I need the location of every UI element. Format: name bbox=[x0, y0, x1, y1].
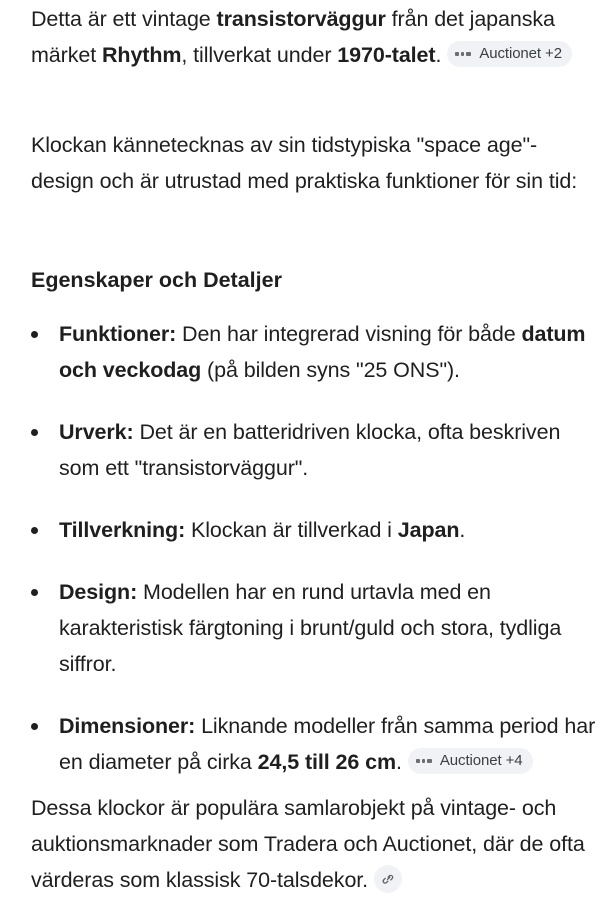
list-item-tillverkning bbox=[31, 512, 603, 548]
list-item-bold-text: 24,5 till 26 cm bbox=[257, 750, 397, 774]
auctionet-logo-icon bbox=[455, 49, 473, 59]
intro-bold-transistorvaggur: transistorväggur bbox=[216, 7, 386, 31]
source-chip-label: Auctionet +2 bbox=[479, 45, 562, 62]
closing-paragraph bbox=[31, 790, 603, 898]
list-item-label: Urverk: bbox=[59, 420, 134, 444]
list-item-label: Funktioner: bbox=[59, 322, 177, 346]
source-chip-auctionet-4[interactable] bbox=[408, 748, 533, 774]
bullet-dot bbox=[31, 589, 38, 596]
closing-text: Dessa klockor är populära samlarobjekt på vintage- och auktionsmarknader som Tradera och Auctionet, där de ofta värderas som klassisk 70-talsdekor. bbox=[31, 796, 585, 892]
auctionet-logo-icon bbox=[416, 756, 434, 766]
section-heading: Egenskaper och Detaljer bbox=[31, 268, 282, 292]
source-chip-label: Auctionet +4 bbox=[439, 752, 523, 769]
intro-text-4: . bbox=[435, 43, 442, 67]
design-paragraph: Klockan kännetecknas av sin tidstypiska "space age"-design och är utrustad med praktiska funktioner för sin tid: bbox=[31, 133, 578, 193]
list-item-text: (på bilden syns "25 ONS"). bbox=[201, 358, 460, 382]
list-item-design bbox=[31, 574, 603, 682]
link-button[interactable] bbox=[374, 865, 402, 893]
list-item-dimensioner bbox=[31, 708, 603, 780]
list-item-label: Tillverkning: bbox=[59, 518, 186, 542]
list-item-label: Dimensioner: bbox=[59, 714, 196, 738]
properties-list bbox=[31, 316, 603, 806]
list-item-bold-text: datum och veckodag bbox=[59, 322, 586, 382]
intro-text-2: från det japanska märket bbox=[31, 7, 555, 67]
bullet-dot bbox=[31, 527, 38, 534]
list-item-text: Klockan är tillverkad i bbox=[185, 518, 398, 542]
list-item-text: Liknande modeller från samma period har en diameter på cirka bbox=[59, 714, 596, 774]
list-item-text: Det är en batteridriven klocka, ofta beskriven som ett "transistorväggur". bbox=[59, 420, 561, 480]
bullet-dot bbox=[31, 723, 38, 730]
intro-text-1: Detta är ett vintage bbox=[31, 7, 217, 31]
list-item-bold-text: Japan bbox=[397, 518, 460, 542]
list-item-label: Design: bbox=[59, 580, 138, 604]
list-item-urverk bbox=[31, 414, 603, 486]
bullet-dot bbox=[31, 429, 38, 436]
list-item-text: Den har integrerad visning för både bbox=[176, 322, 522, 346]
link-icon bbox=[380, 871, 396, 887]
list-item-funktioner bbox=[31, 316, 603, 388]
intro-text-3: , tillverkat under bbox=[181, 43, 338, 67]
bullet-dot bbox=[31, 331, 38, 338]
intro-bold-1970-talet: 1970-talet bbox=[337, 43, 436, 67]
list-item-text: Modellen har en rund urtavla med en karakteristisk färgtoning i brunt/guld och stora, tydliga siffror. bbox=[59, 580, 562, 676]
list-item-text: . bbox=[396, 750, 402, 774]
intro-bold-rhythm: Rhythm bbox=[101, 43, 182, 67]
intro-paragraph bbox=[31, 1, 603, 73]
list-item-text: . bbox=[459, 518, 466, 542]
source-chip-auctionet-2[interactable] bbox=[447, 41, 572, 67]
